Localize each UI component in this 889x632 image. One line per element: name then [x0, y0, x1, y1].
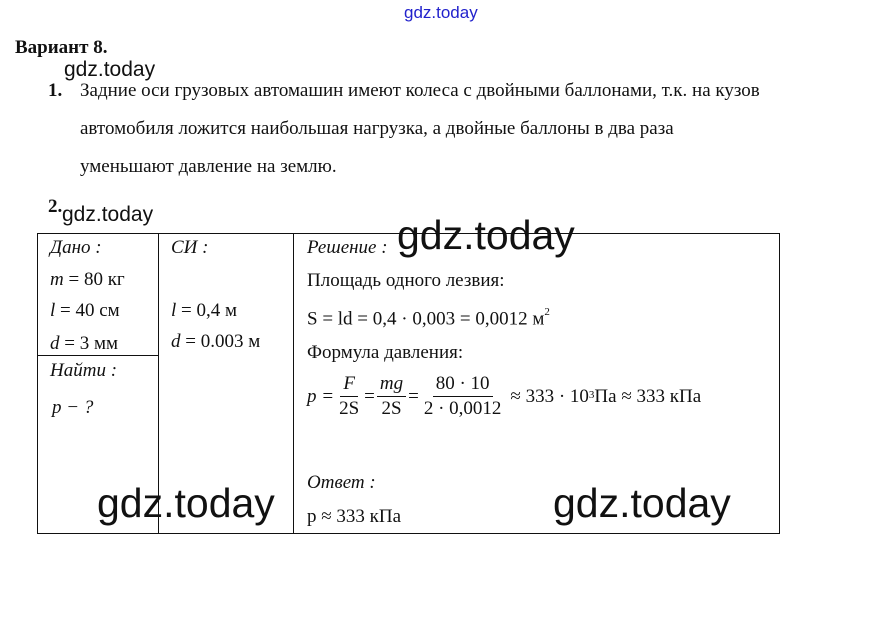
task-2-number: 2. — [48, 196, 63, 217]
si-header: СИ : — [171, 237, 209, 258]
given-thickness: d = 3 мм — [50, 333, 119, 354]
given-header: Дано : — [50, 237, 102, 258]
solution-header: Решение : — [307, 237, 388, 258]
variant-title: Вариант 8. — [15, 37, 108, 58]
given-length: l = 40 см — [50, 300, 120, 321]
watermark-table-right: gdz.today — [553, 480, 731, 526]
task-1-line-3: уменьшают давление на землю. — [80, 156, 337, 177]
fraction-mg: $\frac{mg}{2S}$ — [377, 373, 406, 420]
pressure-formula: p = $\frac{F}{2S}$ = $\frac{mg}{2S}$ = $\frac{80 \cdot 10}{2 \cdot 0,0012}$ ≈ 333 · 10 3 Па ≈ 333 кПа — [307, 373, 702, 419]
watermark-top: gdz.today — [404, 3, 478, 22]
task-1-number: 1. — [48, 80, 63, 101]
given-mass: m = 80 кг — [50, 269, 125, 290]
answer-header: Ответ : — [307, 472, 376, 493]
find-item: p − ? — [52, 397, 94, 418]
pressure-label: Формула давления: — [307, 342, 464, 363]
answer-value: p ≈ 333 кПа — [307, 506, 402, 527]
fraction-numeric: $\frac{80 \cdot 10}{2 \cdot 0,0012}$ — [423, 373, 502, 419]
si-thickness: d = 0.003 м — [171, 331, 261, 352]
watermark-after-title: gdz.today — [64, 58, 156, 81]
watermark-table-top: gdz.today — [397, 212, 575, 258]
watermark-before-table: gdz.today — [62, 203, 154, 226]
watermark-table-left: gdz.today — [97, 480, 275, 526]
area-label: Площадь одного лезвия: — [307, 270, 505, 291]
task-1-line-2: автомобиля ложится наибольшая нагрузка, а двойные баллоны в два раза — [80, 118, 674, 139]
task-1-line-1: Задние оси грузовых автомашин имеют колеса с двойными баллонами, т.к. на кузов — [80, 80, 760, 101]
area-formula: S = ld = 0,4 · 0,003 = 0,0012 $м^2$ — [307, 306, 550, 330]
find-header: Найти : — [50, 360, 118, 381]
si-length: l = 0,4 м — [171, 300, 238, 321]
fraction-force: $\frac{F}{2S}$ — [339, 373, 360, 419]
